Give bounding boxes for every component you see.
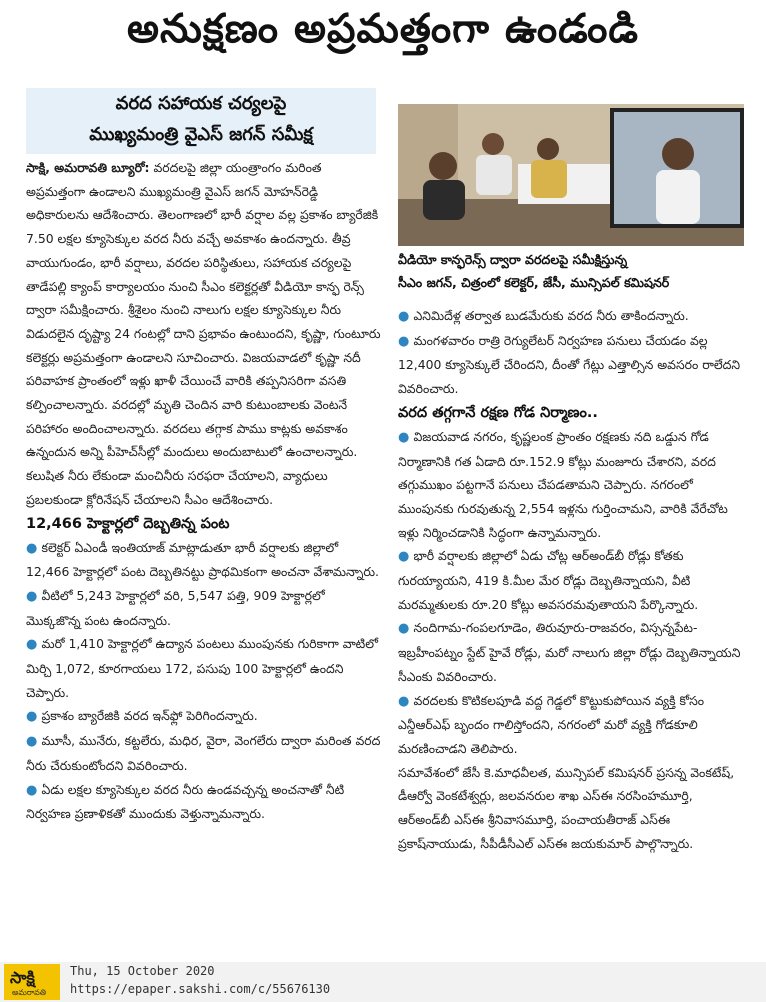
subheadline-line1: వరద సహాయక చర్యలపై (115, 93, 287, 114)
caption-line2: సీఎం జగన్, చిత్రంలో కలెక్టర్, జేసీ, మున్సిపల్ కమిషనర్ (398, 275, 670, 290)
headline: అనుక్షణం అప్రమత్తంగా ఉండండి (126, 6, 640, 52)
bullet-item (398, 544, 743, 616)
bullet-item (398, 616, 743, 688)
crop-damage-subheading: 12,466 హెక్టార్లలో దెబ్బతిన్న పంట (26, 515, 230, 532)
bullet-item (26, 536, 382, 584)
bullet-item (26, 729, 382, 777)
intro-paragraph (26, 156, 382, 512)
edition-date: Thu, 15 October 2020 (70, 964, 215, 978)
protection-wall-subheading: వరద తగ్గగానే రక్షణ గోడ నిర్మాణం.. (398, 404, 598, 421)
bullet-text: వరదలకు కొటికలపూడి వద్ద గెడ్డలో కొట్టుకుపోయిన వ్యక్తి కోసం ఎన్డీఆర్ఎఫ్ బృందం గాలిస్తోందని, నగరంలో మరో వ్యక్తి గోడకూలి మరణించాడని తెలిపారు. (398, 692, 705, 756)
logo-text: సాక్షి (10, 968, 35, 987)
caption-line1: వీడియో కాన్ఫరెన్స్ ద్వారా వరదలపై సమీక్షిస్తున్న (398, 252, 628, 267)
bullet-item (398, 689, 743, 761)
bullet-text: మంగళవారం రాత్రి రెగ్యులేటర్ నిర్వహణ పనులు చేయడం వల్ల 12,400 క్యూసెక్కులే చేరిందని, దీంతో గేట్లు ఎత్తాల్సిన అవసరం రాలేదని వివరించారు. (398, 332, 741, 397)
bullet-text: మూసీ, మునేరు, కట్టలేరు, మధిర, వైరా, వెంగలేరు ద్వారా మరింత వరద నీరు చేరుకుంటోందని వివరించారు. (26, 733, 381, 773)
bullet-icon: ● (398, 621, 414, 637)
bullet-item (398, 304, 743, 329)
subheadline-line2: ముఖ్యమంత్రి వైఎస్ జగన్ సమీక్ష (89, 124, 313, 145)
bullet-icon: ● (26, 637, 42, 653)
bullet-item (26, 584, 382, 632)
epaper-url[interactable]: https://epaper.sakshi.com/c/55676130 (70, 982, 331, 996)
closing-paragraph: సమావేశంలో జేసీ కె.మాధవీలత, మున్సిపల్ కమిషనర్ ప్రసన్న వెంకటేష్, డీఆర్వో వెంకటేశ్వర్లు, జలవనరుల శాఖ ఎస్ఈ నరసింహమూర్తి, ఆర్‌అండ్‌బీ ఎస్ఈ శ్రీనివాసమూర్తి, పంచాయతీరాజ్ ఎస్ఈ ప్రకాష్‌నాయుడు, సీపీడీసీఎల్ ఎస్ఈ జయకుమార్ పాల్గొన్నారు. (398, 764, 735, 851)
bullet-text: విజయవాడ నగరం, కృష్ణలంక ప్రాంతం రక్షణకు నది ఒడ్డున గోడ నిర్మాణానికి గత ఏడాది రూ.152.9 కోట్లు మంజూరు చేశారని, వరద తగ్గుముఖం పట్టగానే పనులు చేపడతామని చెప్పారు. నగరంలో ముంపునకు గురవుతున్న 2,554 ఇళ్లను గుర్తించామని, వారికి వేరేచోట ఇళ్లు నిర్మించడానికి సిద్ధంగా ఉన్నామన్నారు. (398, 428, 728, 540)
bullet-icon: ● (26, 588, 42, 604)
bullet-item (398, 425, 743, 545)
subheadline-box (26, 88, 376, 154)
bullet-icon: ● (26, 709, 42, 725)
bullet-icon: ● (398, 693, 414, 709)
bullet-text: భారీ వర్షాలకు జిల్లాలో ఏడు చోట్ల ఆర్‌అండ్‌బీ రోడ్లు కోతకు గురయ్యాయని, 419 కి.మీల మేర రోడ్లు దెబ్బతిన్నాయని, వీటి మరమ్మతులకు రూ.20 కోట్లు అవసరమవుతాయని పేర్కొన్నారు. (398, 548, 699, 612)
bullet-text: కలెక్టర్ ఏఎండీ ఇంతియాజ్ మాట్లాడుతూ భారీ వర్షాలకు జిల్లాలో 12,466 హెక్టార్లలో పంట దెబ్బతినట్టు ప్రాథమికంగా అంచనా వేశామన్నారు. (26, 539, 379, 580)
dateline: సాక్షి, అమరావతి బ్యూరో: (26, 160, 150, 175)
bullet-text: ప్రకాశం బ్యారేజికి వరద ఇన్‌ఫ్లో పెరిగిందన్నారు. (41, 708, 258, 724)
bullet-icon: ● (26, 782, 42, 798)
left-column (26, 156, 382, 826)
bullet-icon: ● (26, 540, 42, 556)
bullet-item (26, 778, 382, 826)
photo-caption (398, 248, 744, 294)
bullet-icon: ● (398, 333, 414, 349)
video-conference-photo (398, 104, 744, 246)
sakshi-logo (4, 964, 60, 1000)
bullet-item (26, 704, 382, 729)
photo-illustration (398, 104, 744, 246)
bullet-text: ఏడు లక్షల క్యూసెక్కుల వరద నీరు ఉండవచ్చన్న అంచనాతో నీటి నిర్వహణ ప్రణాళికతో ముందుకు వెళ్తున్నామన్నారు. (26, 781, 345, 822)
bullet-item (26, 632, 382, 704)
bullet-icon: ● (398, 429, 414, 445)
bullet-icon: ● (398, 549, 414, 565)
logo-edition: అమరావతి (12, 988, 47, 997)
intro-text: వరదలపై జిల్లా యంత్రాంగం మరింత అప్రమత్తంగా ఉండాలని ముఖ్యమంత్రి వైఎస్ జగన్ మోహన్‌రెడ్డి అధికారులను ఆదేశించారు. తెలంగాణలో భారీ వర్షాల వల్ల ప్రకాశం బ్యారేజికి 7.50 లక్షల క్యూసెక్కుల వరద నీరు వచ్చే అవకాశం ఉందన్నారు. తీవ్ర వాయుగుండం, భారీ వర్షాలు, వరదల పరిస్థితులు, సహాయక చర్యలపై తాడేపల్లి క్యాంప్ కార్యాలయం నుంచి సీఎం కలెక్టర్లతో వీడియో కాన్ఫ రెన్స్ ద్వారా సమీక్షించారు. శ్రీశైలం నుంచి నాలుగు లక్షల క్యూసెక్కుల నీరు విడుదలైన దృష్ట్యా 24 గంటల్లో దాని ప్రభావం ఉంటుందని, కృష్ణా, గుంటూరు కలెక్టర్లు అప్రమత్తంగా ఉండాలని సూచించారు. విజయవాడలో కృష్ణా నదీ పరివాహక ప్రాంతంలో ఇళ్లు ఖాళీ చేయించే వారికి తప్పనిసరిగా వసతి కల్పించాలన్నారు. వరదల్లో మృతి చెందిన వారి కుటుంబాలకు వెంటనే పరిహారం అందించాలన్నారు. వరదలు తగ్గాక పాము కాట్లకు అవకాశం ఉన్నందున అన్ని పీహెచ్‌సీల్లో మందులు అందుబాటులో ఉంచాలన్నారు. కలుషిత నీరు లేకుండా మంచినీరు సరఫరా చేయాలని, వ్యాధులు ప్రబలకుండా క్లోరినేషన్ చేయాలని సీఎం ఆదేశించారు. (26, 160, 381, 507)
bullet-text: మరో 1,410 హెక్టార్లలో ఉద్యాన పంటలు ముంపునకు గురికాగా వాటిలో మిర్చి 1,072, కూరగాయలు 172, పసుపు 100 హెక్టార్లలో ఉందని చెప్పారు. (26, 636, 378, 700)
bullet-text: నందిగామ-గంపలగూడెం, తిరువూరు-రాజవరం, విస్సన్నపేట-ఇబ్రహీంపట్నం స్టేట్ హైవే రోడ్లు, మరో నాలుగు జిల్లా రోడ్లు దెబ్బతిన్నాయని సీఎంకు వివరించారు. (398, 620, 741, 684)
bullet-icon: ● (398, 309, 414, 324)
bullet-text: వీటిలో 5,243 హెక్టార్లలో వరి, 5,547 పత్తి, 909 హెక్టార్లలో మొక్కజొన్న పంట ఉందన్నారు. (26, 587, 325, 628)
bullet-icon: ● (26, 734, 42, 750)
right-column (398, 304, 743, 855)
bullet-item (398, 329, 743, 401)
bullet-text: ఎనిమిదేళ్ల తర్వాత బుడమేరుకు వరద నీరు తాకిందన్నారు. (413, 308, 689, 323)
